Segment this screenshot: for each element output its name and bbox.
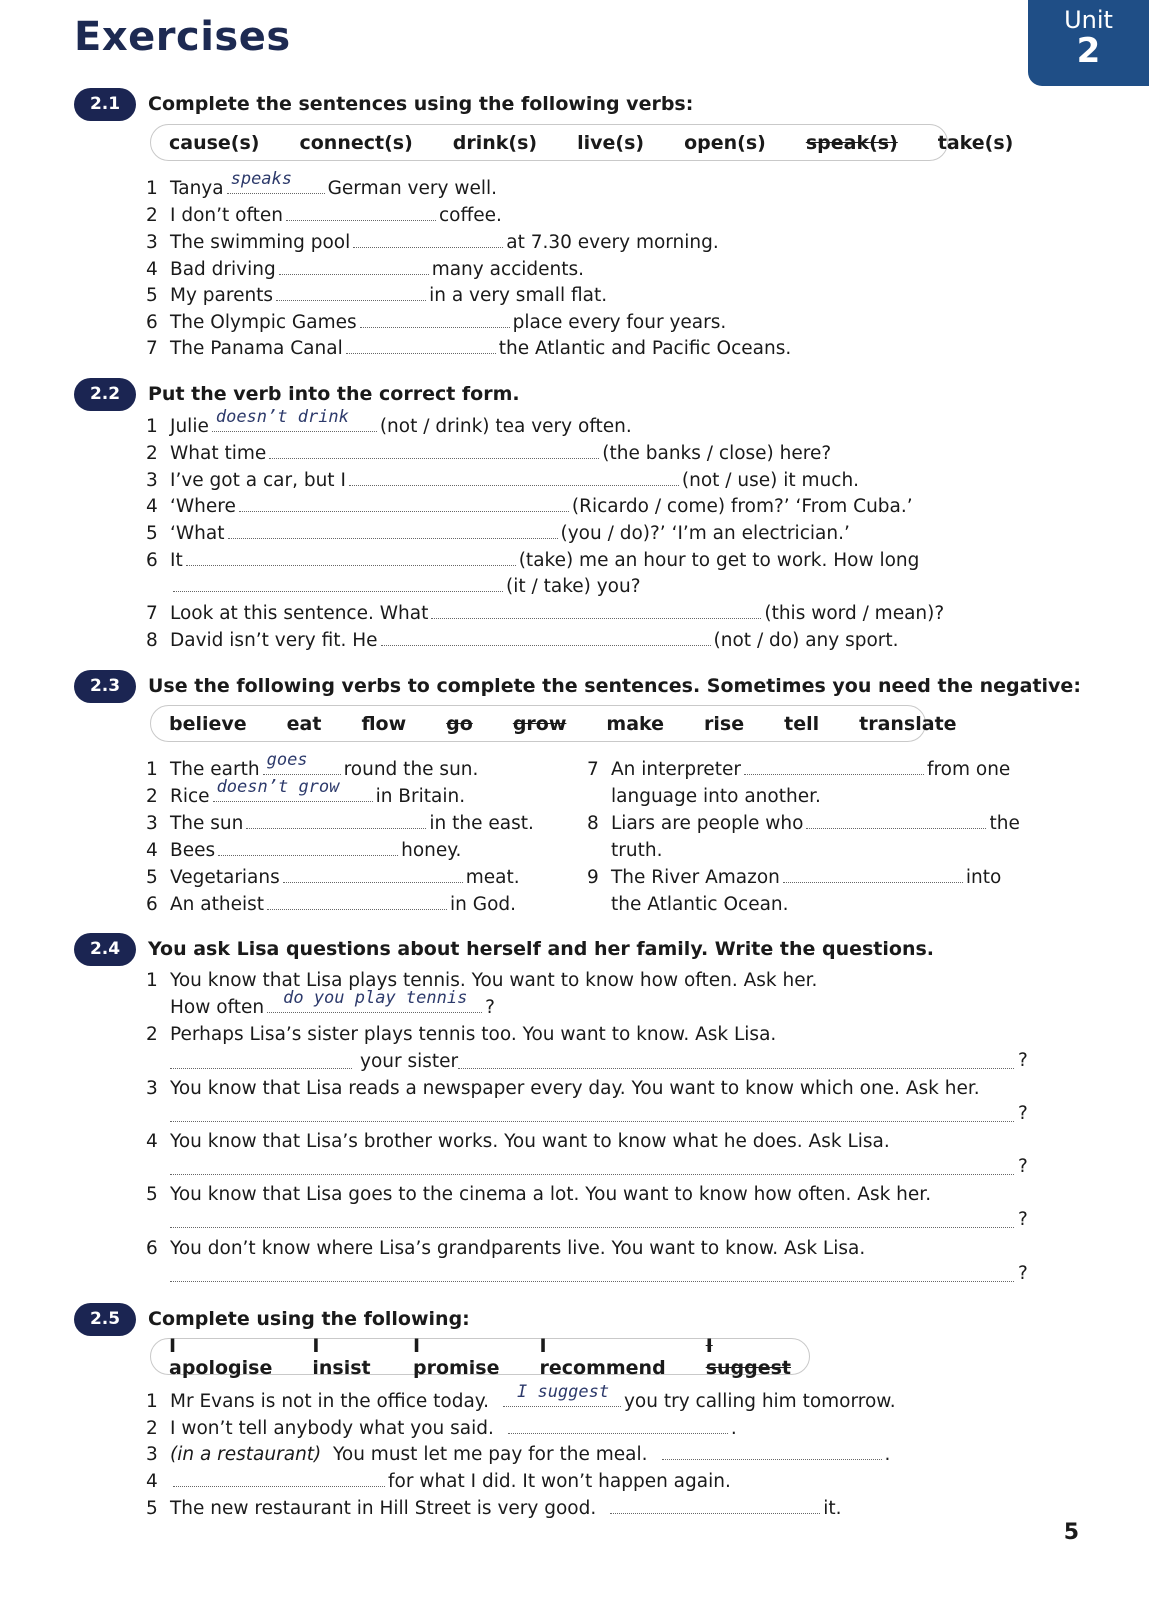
- question-2-4-1-answer: How often do you play tennis ?: [170, 988, 495, 1018]
- answer-gap[interactable]: [186, 549, 516, 566]
- page-number: 5: [1063, 1520, 1079, 1545]
- sentence-2-3-1: 1 The earth goes round the sun.: [146, 750, 479, 780]
- handwritten-answer: do you play tennis: [283, 988, 468, 1008]
- answer-gap[interactable]: [431, 602, 761, 619]
- exercise-badge-2-1: 2.1: [74, 88, 136, 121]
- answer-gap[interactable]: [806, 812, 986, 829]
- question-mark: ?: [1018, 1263, 1028, 1284]
- sentence-2-3-4: 4 Bees honey.: [146, 840, 462, 861]
- answer-gap[interactable]: [349, 469, 679, 486]
- sentence-2-2-3: 3 I’ve got a car, but I (not / use) it much.: [146, 470, 860, 491]
- page-title: Exercises: [74, 14, 291, 60]
- answer-line[interactable]: [170, 1121, 1014, 1122]
- question-mark: ?: [1018, 1050, 1028, 1071]
- sentence-2-1-3: 3 The swimming pool at 7.30 every morning.: [146, 232, 719, 253]
- sentence-2-1-4: 4 Bad driving many accidents.: [146, 259, 585, 280]
- exercise-heading-2-1: Complete the sentences using the following verbs:: [148, 93, 694, 115]
- answer-gap[interactable]: [662, 1443, 882, 1460]
- question-mark: ?: [1018, 1103, 1028, 1124]
- answer-gap[interactable]: [218, 839, 398, 856]
- handwritten-answer: goes: [266, 750, 308, 770]
- answer-gap[interactable]: [263, 750, 341, 775]
- sentence-2-3-3: 3 The sun in the east.: [146, 813, 534, 834]
- sentence-2-1-2: 2 I don’t often coffee.: [146, 205, 502, 226]
- phrase: I insist: [312, 1334, 371, 1379]
- handwritten-answer: doesn’t drink: [215, 407, 349, 427]
- sentence-2-2-6-cont: (it / take) you?: [146, 575, 641, 599]
- exercise-badge-2-4: 2.4: [74, 933, 136, 966]
- handwritten-answer: speaks: [230, 169, 293, 189]
- answer-line[interactable]: [170, 1174, 1014, 1175]
- answer-gap[interactable]: [267, 893, 447, 910]
- sentence-2-3-5: 5 Vegetarians meat.: [146, 867, 520, 888]
- sentence-2-5-3: 3 (in a restaurant) You must let me pay for the meal. .: [146, 1444, 891, 1465]
- unit-tab: [1028, 0, 1149, 86]
- answer-gap[interactable]: [213, 777, 373, 802]
- word: open(s): [684, 131, 766, 154]
- sentence-2-1-6: 6 The Olympic Games place every four years.: [146, 312, 727, 333]
- word: rise: [704, 712, 745, 735]
- exercise-badge-2-3: 2.3: [74, 670, 136, 703]
- question-2-4-1: 1 You know that Lisa plays tennis. You want to know how often. Ask her.: [146, 970, 818, 991]
- answer-gap[interactable]: [610, 1497, 820, 1514]
- sentence-2-5-1: 1 Mr Evans is not in the office today. I suggest you try calling him tomorrow.: [146, 1382, 896, 1412]
- exercise-heading-2-2: Put the verb into the correct form.: [148, 383, 520, 405]
- sentence-2-3-8: 8 Liars are people who the: [587, 813, 1020, 834]
- word-box-2-5: [150, 1334, 810, 1379]
- answer-gap[interactable]: [212, 407, 377, 432]
- sentence-2-3-9-cont: the Atlantic Ocean.: [611, 894, 789, 915]
- sentence-2-2-6: 6 It (take) me an hour to get to work. How long: [146, 550, 920, 571]
- word: make: [606, 712, 665, 735]
- answer-gap[interactable]: [744, 758, 924, 775]
- question-2-4-4: 4 You know that Lisa’s brother works. You want to know what he does. Ask Lisa.: [146, 1131, 890, 1152]
- word: drink(s): [452, 131, 538, 154]
- answer-gap[interactable]: [173, 575, 503, 592]
- sentence-2-1-7: 7 The Panama Canal the Atlantic and Pacific Oceans.: [146, 338, 792, 359]
- handwritten-answer: I suggest: [516, 1382, 610, 1402]
- word-crossed: go: [446, 712, 473, 735]
- sentence-2-3-7-cont: language into another.: [611, 786, 821, 807]
- answer-gap[interactable]: [239, 495, 569, 512]
- exercise-heading-2-5: Complete using the following:: [148, 1308, 470, 1330]
- answer-gap[interactable]: [783, 866, 963, 883]
- answer-gap[interactable]: [246, 812, 426, 829]
- unit-number: 2: [1076, 31, 1101, 71]
- sentence-2-3-8-cont: truth.: [611, 840, 663, 861]
- question-mark: ?: [1018, 1156, 1028, 1177]
- answer-gap[interactable]: [360, 311, 510, 328]
- answer-line[interactable]: [170, 1227, 1014, 1228]
- answer-gap[interactable]: [346, 337, 496, 354]
- sentence-2-2-4: 4 ‘Where (Ricardo / come) from?’ ‘From Cuba.’: [146, 496, 913, 517]
- answer-gap[interactable]: [227, 169, 325, 194]
- answer-gap[interactable]: [503, 1382, 621, 1407]
- answer-gap[interactable]: [381, 629, 711, 646]
- phrase-crossed: I suggest: [705, 1334, 792, 1379]
- answer-gap[interactable]: [353, 231, 503, 248]
- answer-line[interactable]: [458, 1068, 1014, 1069]
- sentence-2-2-5: 5 ‘What (you / do)?’ ‘I’m an electrician.’: [146, 523, 850, 544]
- answer-gap[interactable]: [276, 284, 426, 301]
- unit-label: Unit: [1064, 6, 1113, 34]
- phrase: I recommend: [539, 1334, 666, 1379]
- exercise-badge-2-2: 2.2: [74, 378, 136, 411]
- sentence-2-1-1: 1 Tanya speaks German very well.: [146, 169, 497, 199]
- handwritten-answer: doesn’t grow: [216, 777, 340, 797]
- sentence-2-5-4: 4 for what I did. It won’t happen again.: [146, 1471, 731, 1492]
- sentence-2-3-6: 6 An atheist in God.: [146, 894, 517, 915]
- word: live(s): [577, 131, 645, 154]
- answer-gap[interactable]: [508, 1417, 728, 1434]
- word: take(s): [937, 131, 1014, 154]
- answer-gap[interactable]: [279, 258, 429, 275]
- answer-gap[interactable]: [228, 522, 558, 539]
- word: tell: [784, 712, 820, 735]
- exercise-heading-2-3: Use the following verbs to complete the sentences. Sometimes you need the negative:: [148, 675, 1081, 697]
- sentence-2-2-2: 2 What time (the banks / close) here?: [146, 443, 832, 464]
- sentence-2-1-5: 5 My parents in a very small flat.: [146, 285, 608, 306]
- exercise-heading-2-4: You ask Lisa questions about herself and her family. Write the questions.: [148, 938, 935, 960]
- word: translate: [859, 712, 957, 735]
- word-crossed: speak(s): [805, 131, 898, 154]
- exercise-badge-2-5: 2.5: [74, 1303, 136, 1336]
- sentence-2-3-2: 2 Rice doesn’t grow in Britain.: [146, 777, 466, 807]
- question-2-4-2: 2 Perhaps Lisa’s sister plays tennis too. You want to know. Ask Lisa.: [146, 1024, 777, 1045]
- sentence-2-5-2: 2 I won’t tell anybody what you said. .: [146, 1418, 737, 1439]
- word: cause(s): [169, 131, 260, 154]
- question-mark: ?: [1018, 1209, 1028, 1230]
- sentence-2-2-8: 8 David isn’t very fit. He (not / do) any sport.: [146, 630, 899, 651]
- answer-gap[interactable]: [173, 1470, 385, 1487]
- question-2-4-2-mid: your sister: [360, 1051, 459, 1072]
- word-crossed: grow: [512, 712, 567, 735]
- answer-gap[interactable]: [286, 204, 436, 221]
- word: eat: [286, 712, 322, 735]
- sentence-2-5-5: 5 The new restaurant in Hill Street is very good. it.: [146, 1498, 842, 1519]
- answer-gap[interactable]: [283, 866, 463, 883]
- word-box-2-3: [150, 705, 957, 742]
- answer-line[interactable]: [170, 1068, 352, 1069]
- word: connect(s): [299, 131, 413, 154]
- word: believe: [169, 712, 247, 735]
- sentence-2-3-7: 7 An interpreter from one: [587, 759, 1011, 780]
- phrase: I apologise: [169, 1334, 273, 1379]
- question-2-4-6: 6 You don’t know where Lisa’s grandparents live. You want to know. Ask Lisa.: [146, 1238, 866, 1259]
- word-box-2-1: [150, 124, 1014, 161]
- word: flow: [361, 712, 407, 735]
- sentence-2-3-9: 9 The River Amazon into: [587, 867, 1002, 888]
- sentence-2-2-7: 7 Look at this sentence. What (this word / mean)?: [146, 603, 945, 624]
- answer-gap[interactable]: [269, 442, 599, 459]
- question-2-4-3: 3 You know that Lisa reads a newspaper every day. You want to know which one. Ask her.: [146, 1078, 980, 1099]
- question-2-4-5: 5 You know that Lisa goes to the cinema a lot. You want to know how often. Ask her.: [146, 1184, 932, 1205]
- sentence-2-2-1: 1 Julie doesn’t drink (not / drink) tea very often.: [146, 407, 632, 437]
- phrase: I promise: [412, 1334, 500, 1379]
- answer-line[interactable]: [170, 1281, 1014, 1282]
